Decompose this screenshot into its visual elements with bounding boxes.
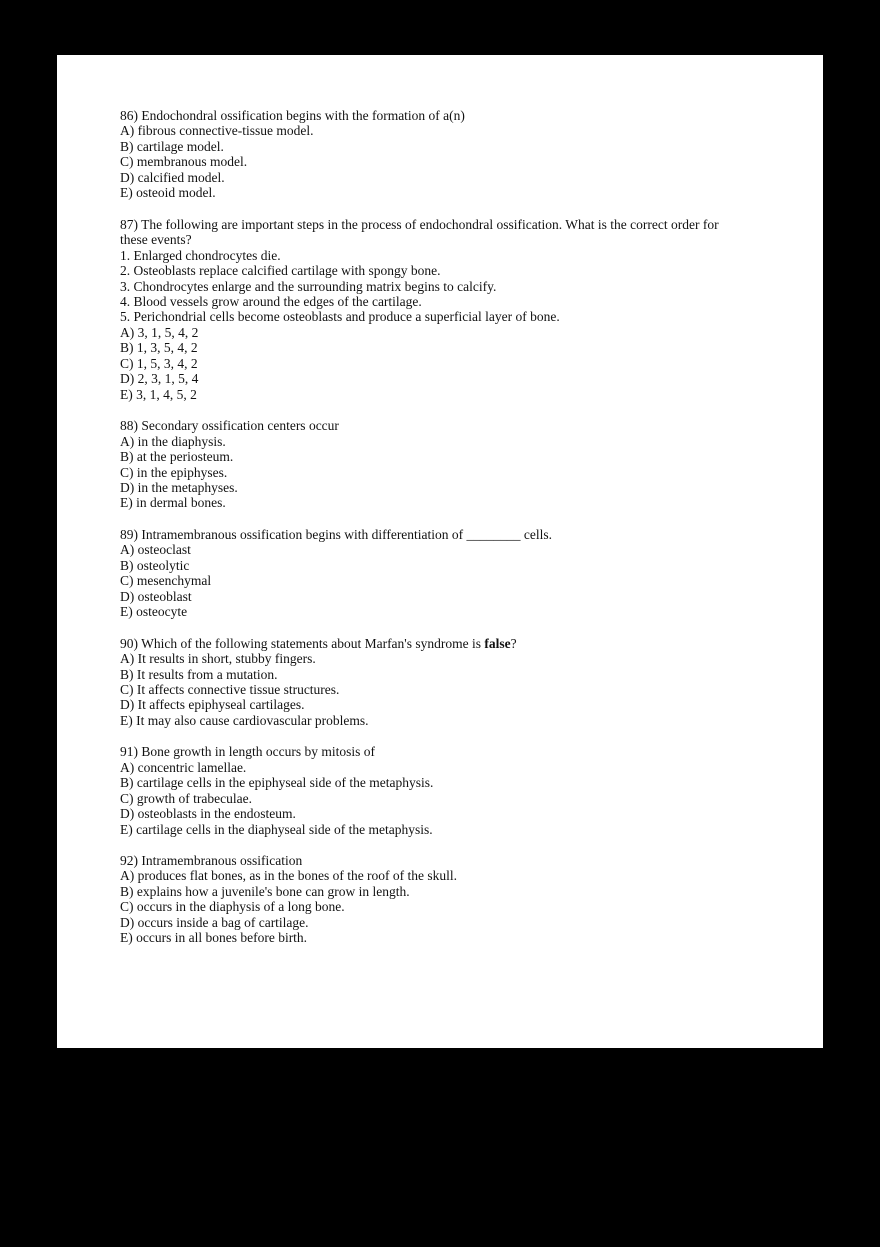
choice-line: C) mesenchymal [120,573,212,589]
choice-line: B) 1, 3, 5, 4, 2 [120,340,198,356]
choice-line: A) concentric lamellae. [120,759,247,775]
choice-line: C) It affects connective tissue structures. [120,681,340,697]
question-text-line: 89) Intramembranous ossification begins with differentiation of ________ cells. [120,526,553,542]
question-block-q86 [120,108,765,201]
choice-line: D) osteoblasts in the endosteum. [120,806,296,822]
bold-text: false [484,635,511,651]
step-line: 3. Chondrocytes enlarge and the surrounding matrix begins to calcify. [120,278,497,294]
question-text-line: 91) Bone growth in length occurs by mitosis of [120,744,375,760]
question-text-line: 86) Endochondral ossification begins with the formation of a(n) [120,108,465,123]
choice-line: D) occurs inside a bag of cartilage. [120,914,309,930]
question-block-q90 [120,636,765,729]
choice-line: C) in the epiphyses. [120,464,228,480]
question-text-line [120,636,765,651]
choice-line: A) in the diaphysis. [120,433,226,449]
document-page [57,55,823,1048]
choice-line: C) 1, 5, 3, 4, 2 [120,355,198,371]
choice-line: A) 3, 1, 5, 4, 2 [120,324,199,340]
choice-line: B) osteolytic [120,557,190,573]
choice-line: C) membranous model. [120,154,248,170]
question-block-q92 [120,853,765,946]
question-block-q89 [120,527,765,620]
choice-line: D) It affects epiphyseal cartilages. [120,697,305,713]
plain-text: 90) Which of the following statements about Marfan's syndrome is [120,635,485,651]
question-block-q88 [120,418,765,511]
question-text-line: 88) Secondary ossification centers occur [120,418,339,434]
questions-container [120,108,765,962]
question-text-line: 87) The following are important steps in the process of endochondral ossification. What is the correct order for [120,216,719,232]
choice-line: B) cartilage cells in the epiphyseal side of the metaphysis. [120,775,434,791]
choice-line: A) fibrous connective-tissue model. [120,123,314,139]
step-line: 4. Blood vessels grow around the edges of the cartilage. [120,293,422,309]
choice-line: E) cartilage cells in the diaphyseal side of the metaphysis. [120,821,433,837]
choice-line: E) It may also cause cardiovascular problems. [120,712,369,728]
choice-line: A) It results in short, stubby fingers. [120,651,316,667]
choice-line: E) in dermal bones. [120,495,226,511]
choice-line: B) It results from a mutation. [120,666,278,682]
choice-line: D) 2, 3, 1, 5, 4 [120,371,199,387]
choice-line: D) calcified model. [120,169,225,185]
step-line: 1. Enlarged chondrocytes die. [120,247,281,263]
choice-line: D) in the metaphyses. [120,479,238,495]
choice-line: E) osteoid model. [120,185,216,201]
step-line: 2. Osteoblasts replace calcified cartilage with spongy bone. [120,263,441,279]
choice-line: B) cartilage model. [120,138,224,154]
choice-line: E) 3, 1, 4, 5, 2 [120,386,197,402]
step-line: 5. Perichondrial cells become osteoblasts and produce a superficial layer of bone. [120,309,560,325]
choice-line: C) occurs in the diaphysis of a long bone. [120,899,345,915]
question-block-q87 [120,217,765,402]
choice-line: A) osteoclast [120,542,191,558]
choice-line: C) growth of trabeculae. [120,790,252,806]
choice-line: E) occurs in all bones before birth. [120,930,308,946]
choice-line: D) osteoblast [120,588,192,604]
plain-text: ? [510,635,517,651]
question-text-line: these events? [120,232,192,248]
choice-line: E) osteocyte [120,604,188,620]
choice-line: B) explains how a juvenile's bone can grow in length. [120,883,410,899]
question-text-line: 92) Intramembranous ossification [120,853,303,869]
choice-line: A) produces flat bones, as in the bones of the roof of the skull. [120,868,458,884]
choice-line: B) at the periosteum. [120,449,234,465]
question-block-q91 [120,744,765,837]
